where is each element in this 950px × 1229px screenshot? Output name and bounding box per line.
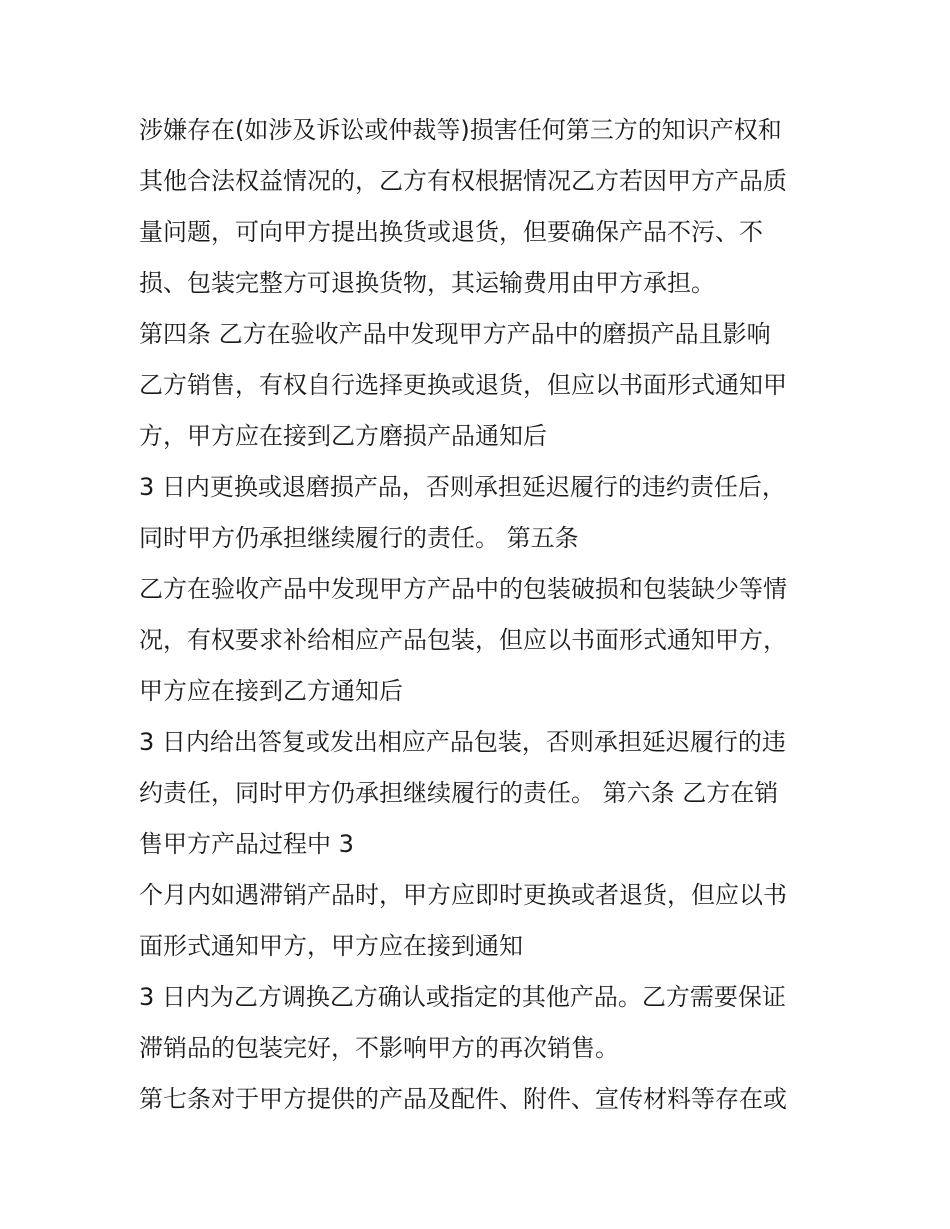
text-line: 第七条对于甲方提供的产品及配件、附件、宣传材料等存在或: [139, 1085, 787, 1114]
text-line: 3 日内更换或退磨损产品，否则承担延迟履行的违约责任后，: [139, 473, 786, 502]
text-line: 滞销品的包装完好，不影响甲方的再次销售。: [139, 1033, 619, 1062]
text-line: 售甲方产品过程中 3: [139, 829, 354, 858]
text-line: 同时甲方仍承担继续履行的责任。 第五条: [139, 523, 579, 552]
text-line: 面形式通知甲方，甲方应在接到通知: [139, 931, 523, 960]
text-line: 乙方销售，有权自行选择更换或退货，但应以书面形式通知甲: [139, 371, 787, 400]
text-line: 3 日内给出答复或发出相应产品包装，否则承担延迟履行的违: [139, 727, 786, 756]
text-line: 约责任，同时甲方仍承担继续履行的责任。 第六条 乙方在销: [139, 779, 779, 808]
text-line: 乙方在验收产品中发现甲方产品中的包装破损和包装缺少等情: [139, 575, 787, 604]
text-line: 损、包装完整方可退换货物，其运输费用由甲方承担。: [139, 269, 715, 298]
text-line: 其他合法权益情况的，乙方有权根据情况乙方若因甲方产品质: [139, 167, 787, 196]
text-line: 第四条 乙方在验收产品中发现甲方产品中的磨损产品且影响: [139, 319, 771, 348]
text-line: 况，有权要求补给相应产品包装，但应以书面形式通知甲方，: [139, 625, 787, 654]
text-line: 方，甲方应在接到乙方磨损产品通知后: [139, 421, 547, 450]
text-line: 涉嫌存在(如涉及诉讼或仲裁等)损害任何第三方的知识产权和: [139, 116, 782, 144]
contract-text: [139, 111, 829, 1118]
text-line: 量问题，可向甲方提出换货或退货，但要确保产品不污、不: [139, 217, 763, 246]
text-line: 个月内如遇滞销产品时，甲方应即时更换或者退货，但应以书: [139, 881, 787, 910]
text-line: 3 日内为乙方调换乙方确认或指定的其他产品。乙方需要保证: [139, 983, 786, 1012]
text-line: 甲方应在接到乙方通知后: [139, 677, 403, 706]
